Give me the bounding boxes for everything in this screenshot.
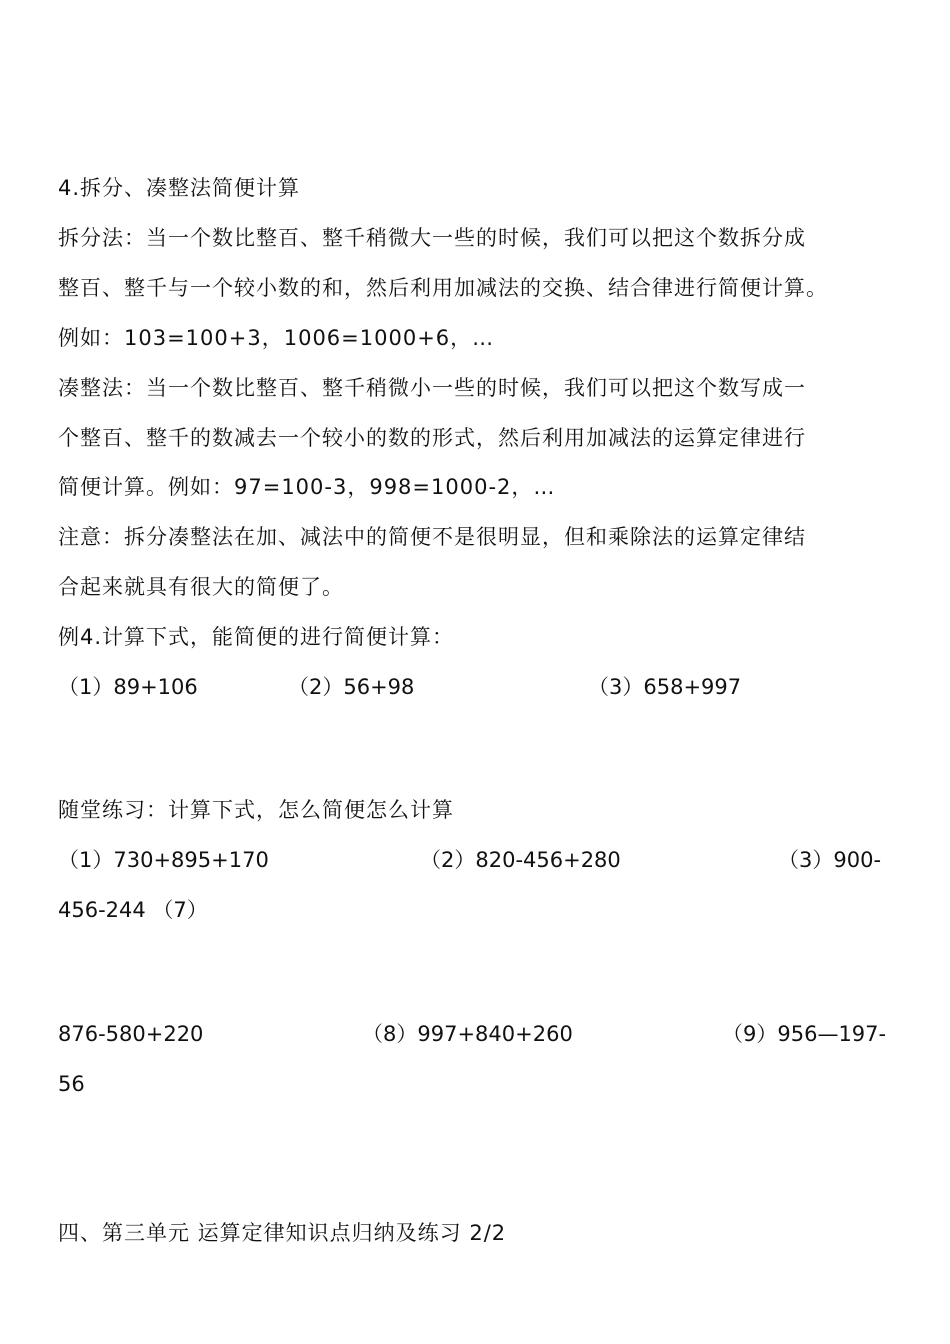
section-heading: 4.拆分、凑整法简便计算	[58, 176, 301, 200]
practice-row-1-continuation: 456-244 （7）	[58, 898, 208, 922]
split-method-line-1: 拆分法：当一个数比整百、整千稍微大一些的时候，我们可以把这个数拆分成	[58, 226, 806, 250]
round-method-line-1: 凑整法：当一个数比整百、整千稍微小一些的时候，我们可以把这个数写成一	[58, 376, 806, 400]
round-method-line-3: 简便计算。例如：97=100-3，998=1000-2，…	[58, 475, 556, 499]
practice-problem-1: （1）730+895+170	[58, 848, 269, 872]
page-footer: 四、第三单元 运算定律知识点归纳及练习 2/2	[58, 1221, 507, 1245]
split-method-example: 例如：103=100+3，1006=1000+6，…	[58, 326, 495, 350]
round-method-line-2: 个整百、整千的数减去一个较小的数的形式，然后利用加减法的运算定律进行	[58, 426, 806, 450]
practice-prompt: 随堂练习：计算下式，怎么简便怎么计算	[58, 798, 454, 822]
note-line-1: 注意：拆分凑整法在加、减法中的简便不是很明显，但和乘除法的运算定律结	[58, 525, 806, 549]
example-problem-3: （3）658+997	[588, 675, 742, 699]
practice-problem-8: （8）997+840+260	[362, 1022, 573, 1046]
practice-problem-3: （3）900-	[778, 848, 882, 872]
practice-problem-7: 876-580+220	[58, 1022, 204, 1046]
note-line-2: 合起来就具有很大的简便了。	[58, 575, 344, 599]
example-problem-2: （2）56+98	[288, 675, 415, 699]
practice-problem-2: （2）820-456+280	[420, 848, 621, 872]
practice-row-2-continuation: 56	[58, 1072, 85, 1096]
example-prompt: 例4.计算下式，能简便的进行简便计算：	[58, 625, 455, 649]
practice-problem-9: （9）956—197-	[722, 1022, 887, 1046]
example-problem-1: （1）89+106	[58, 675, 198, 699]
split-method-line-2: 整百、整千与一个较小数的和，然后利用加减法的交换、结合律进行简便计算。	[58, 276, 828, 300]
